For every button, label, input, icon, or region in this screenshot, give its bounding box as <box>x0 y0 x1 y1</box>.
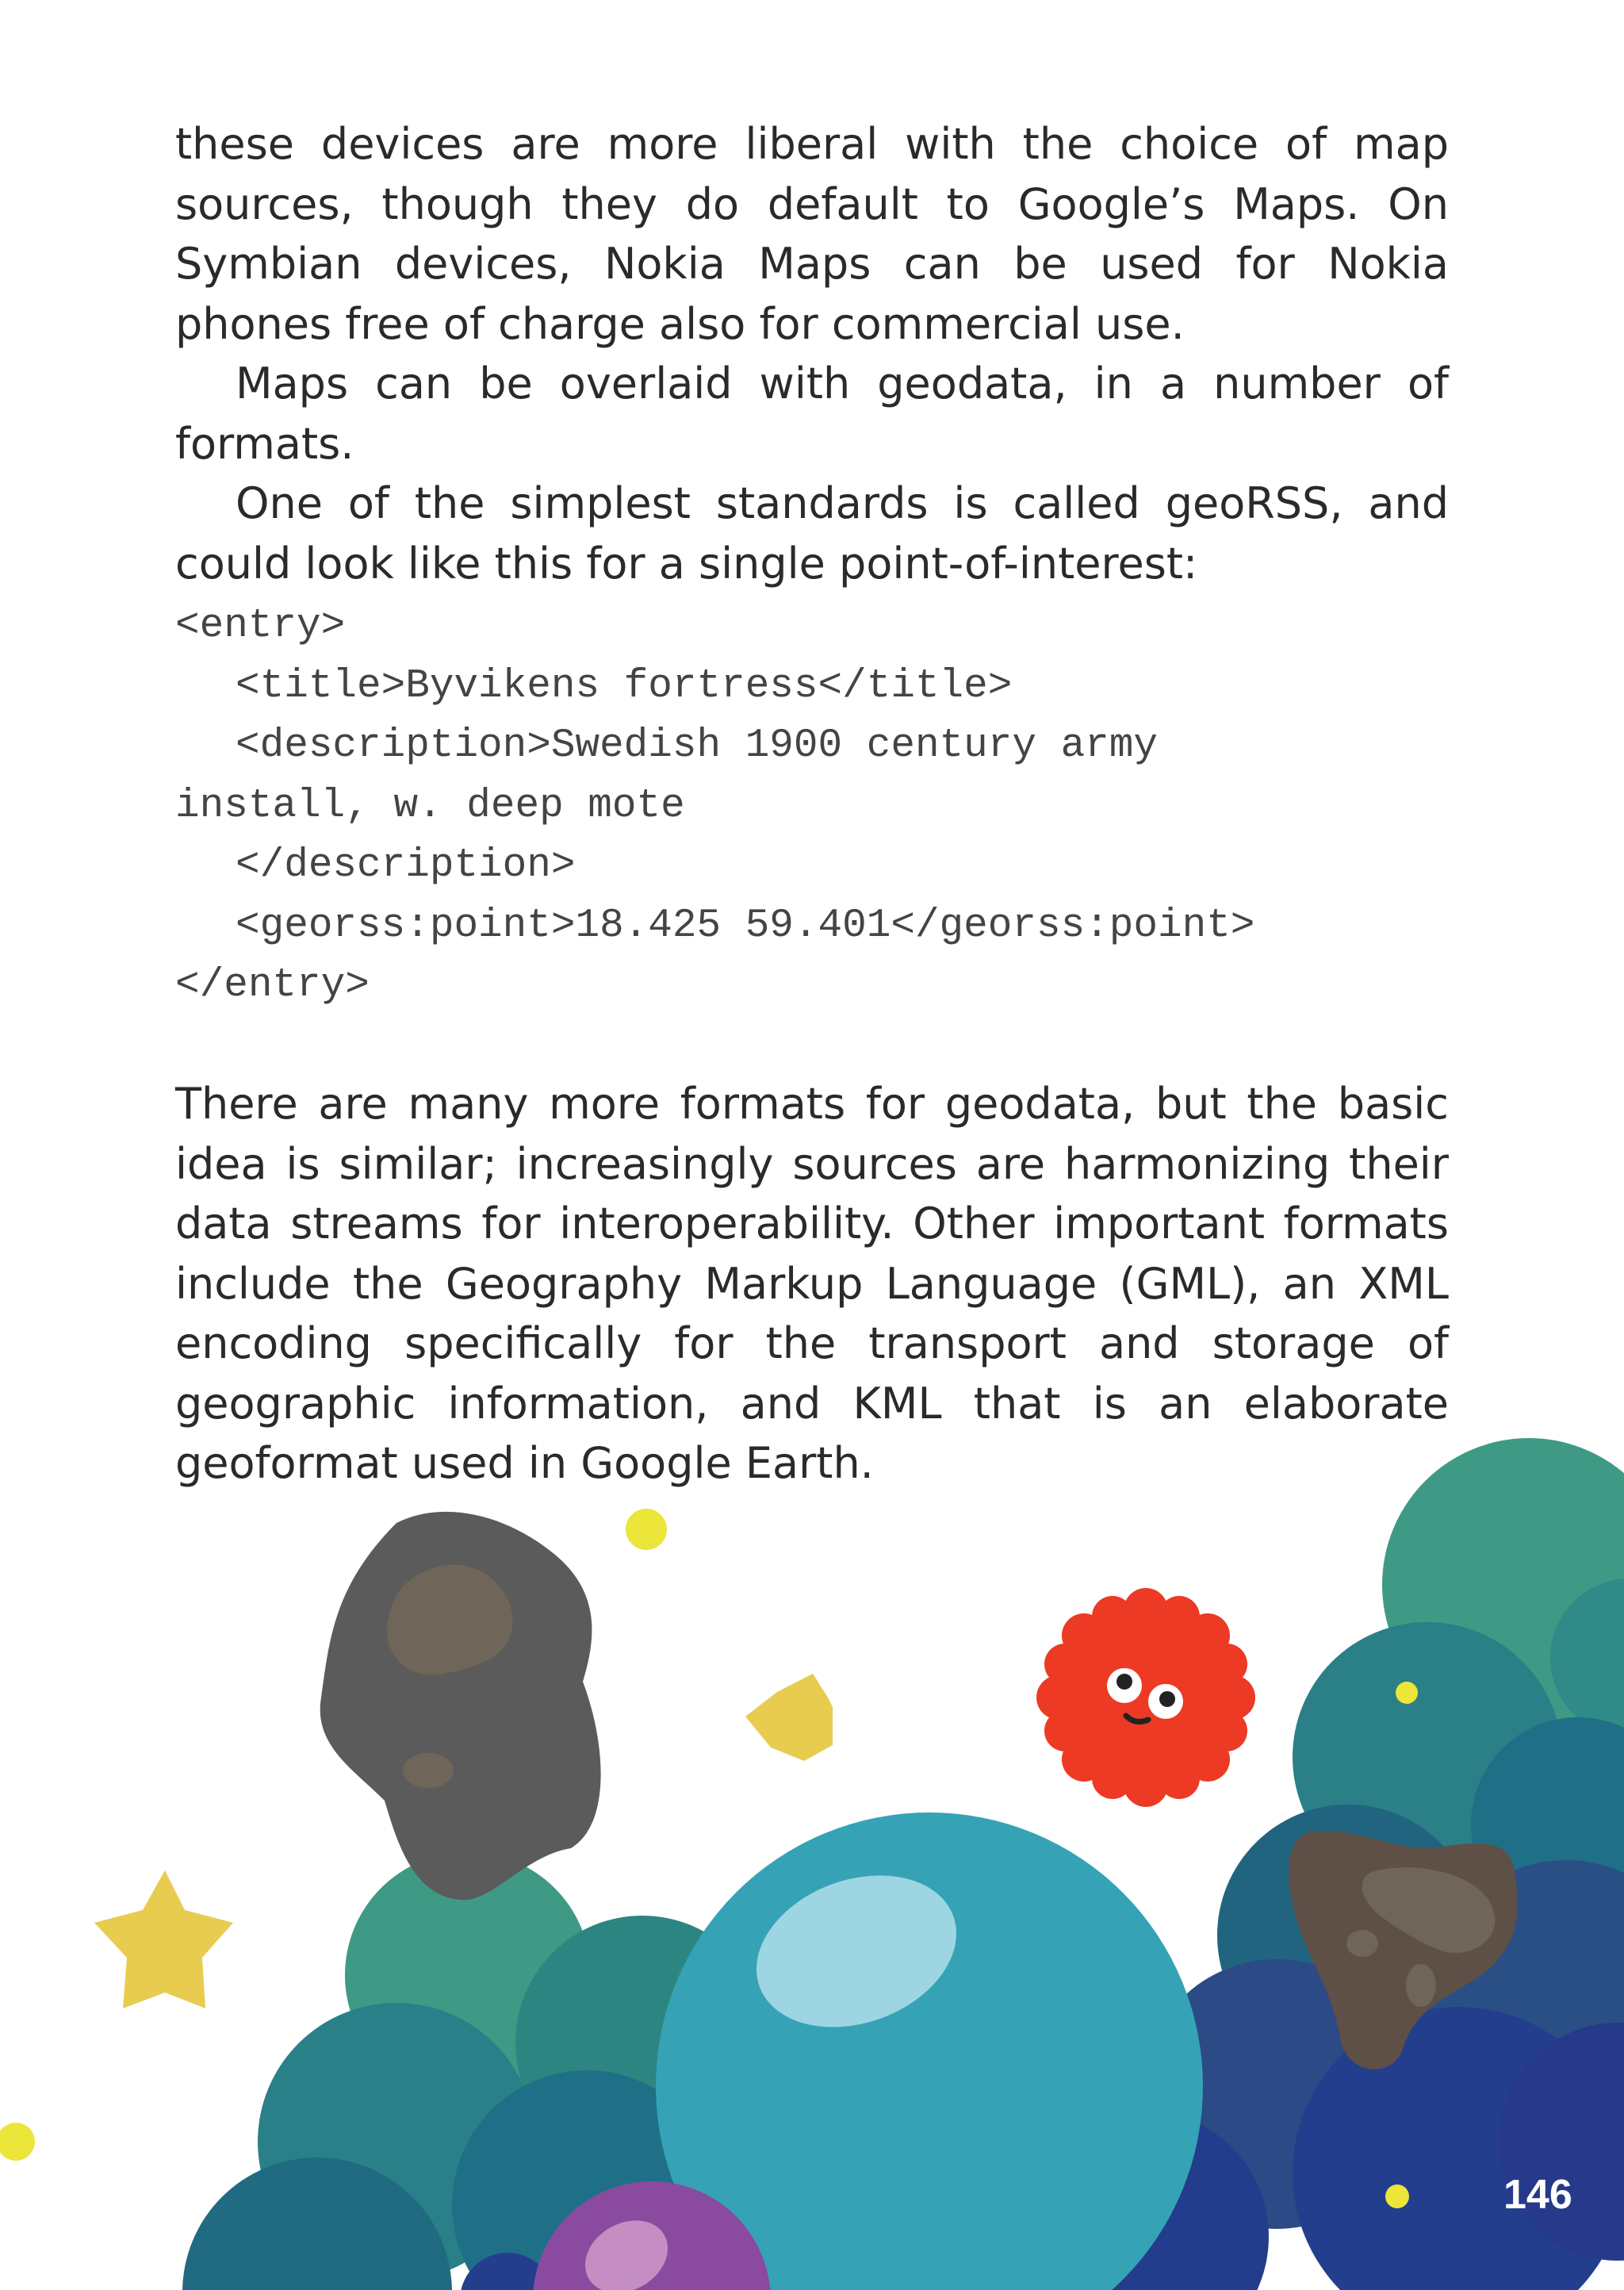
georss-code-sample <box>175 596 1523 1016</box>
paragraph: There are many more formats for geodata, but the basic idea is similar; increasingly sources are harmonizing their data streams for interoperability. Other important formats include the Geography Markup Language (GML), an XML encoding specifically for the transport and storage of geographic information, and KML that is an elaborate geoformat used in Google Earth. <box>175 1079 1449 1488</box>
rock-spot <box>403 1753 454 1788</box>
code-line: <georss:point>18.425 59.401</georss:point> <box>236 903 1255 949</box>
code-line: </description> <box>236 843 576 888</box>
space-illustration <box>0 1420 1624 2290</box>
code-line: <title>Byvikens fortress</title> <box>236 663 1013 709</box>
paragraph: Maps can be overlaid with geodata, in a number of formats. <box>175 359 1449 469</box>
intro-text <box>175 114 1449 593</box>
star-icon <box>94 1870 233 2008</box>
dot <box>0 2123 35 2161</box>
code-line: install, w. deep mote <box>175 783 685 829</box>
page-number: 146 <box>1503 2172 1572 2218</box>
red-creature <box>1036 1588 1255 1807</box>
rock-spot <box>1406 1964 1436 2007</box>
code-line: </entry> <box>175 963 370 1008</box>
dot <box>1396 1682 1418 1704</box>
code-line: <description>Swedish 1900 century army <box>236 723 1158 769</box>
code-line: <entry> <box>175 604 346 649</box>
paragraph: these devices are more liberal with the choice of map sources, though they do default to Google’s Maps. On Symbian devices, Nokia Maps can be used for Nokia phones free of charge also for commercial use. <box>175 119 1449 349</box>
paragraph: One of the simplest standards is called geoRSS, and could look like this for a single point-of-interest: <box>175 478 1449 589</box>
dot <box>626 1509 667 1550</box>
dot <box>1385 2185 1409 2208</box>
rock-spot <box>1346 1930 1378 1957</box>
star-icon <box>745 1674 833 1761</box>
